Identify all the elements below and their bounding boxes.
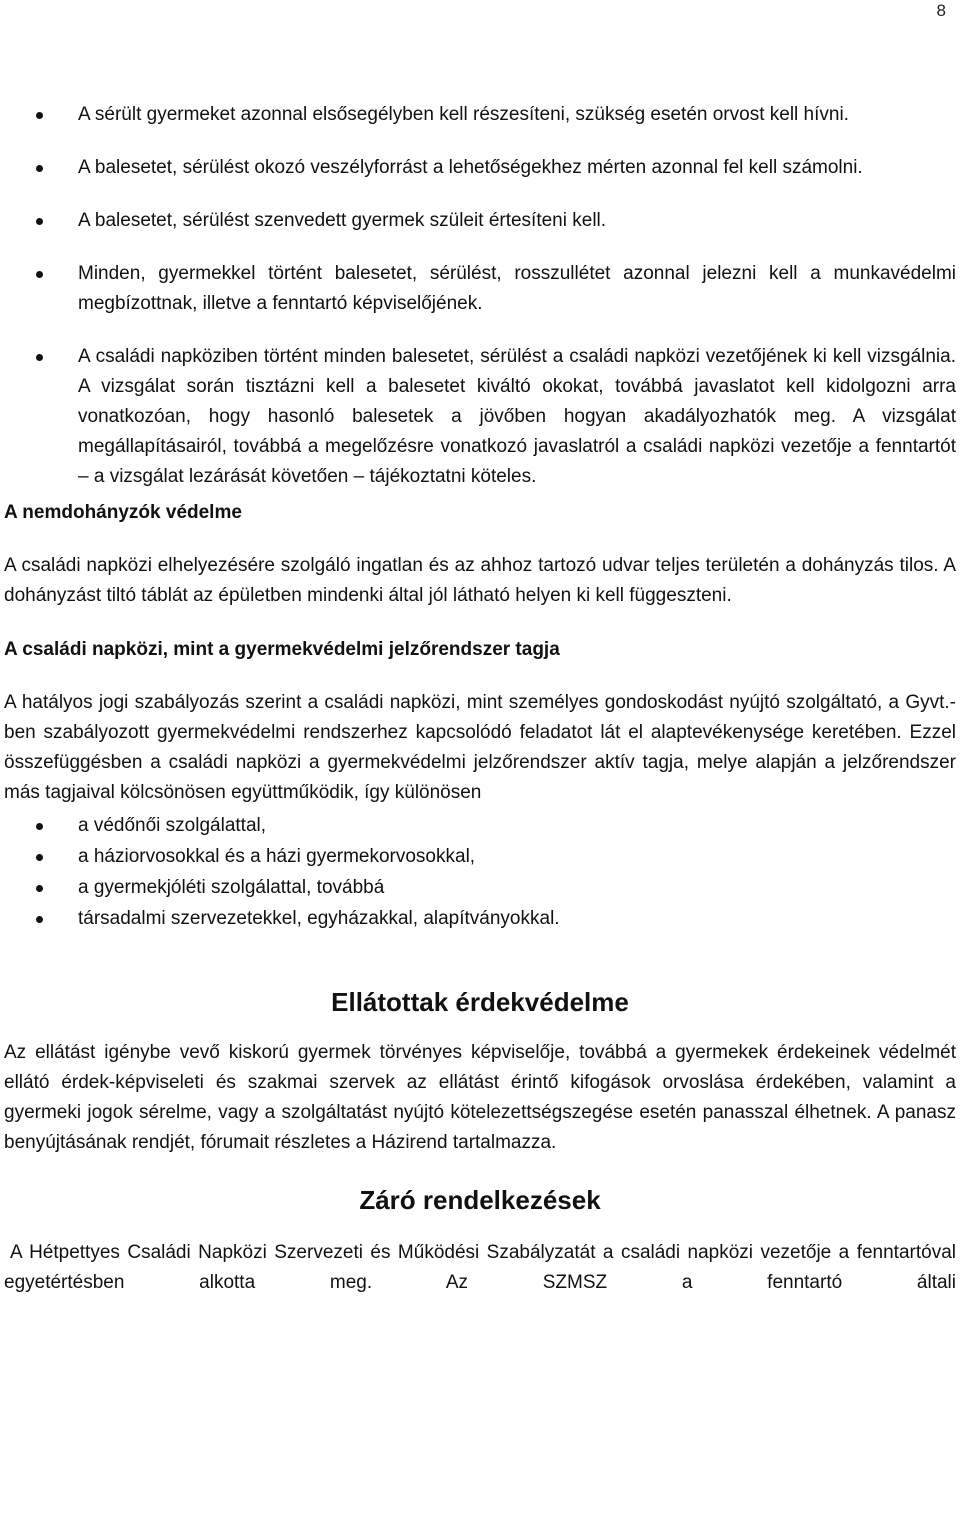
list-item: A sérült gyermeket azonnal elsősegélyben kell részesíteni, szükség esetén orvost kell hívni. [4,100,956,130]
safety-rules-list [4,100,956,492]
nonsmoking-paragraph: A családi napközi elhelyezésére szolgáló ingatlan és az ahhoz tartozó udvar teljes területén a dohányzás tilos. A dohányzást tiltó táblát az épületben mindenki által jól látható helyen ki kell függeszteni. [4,555,956,606]
list-item: a védőnői szolgálattal, [4,811,956,841]
list-item: a háziorvosokkal és a házi gyermekorvosokkal, [4,842,956,872]
signal-system-paragraph: A hatályos jogi szabályozás szerint a családi napközi, mint személyes gondoskodást nyújtó szolgáltató, a Gyvt.-ben szabályozott gyermekvédelmi rendszerhez kapcsolódó feladatot lát el alaptevékenysége keretében. Ezzel összefüggésben a családi napközi a gyermekvédelmi jelzőrendszer aktív tagja, melye alapján a jelzőrendszer más tagjaival kölcsönösen együttműködik, így különösen [4,692,956,803]
section-heading-rights: Ellátottak érdekvédelme [331,987,629,1017]
list-item: A családi napköziben történt minden balesetet, sérülést a családi napközi vezetőjének ki kell vizsgálnia. A vizsgálat során tisztázni kell a balesetet kiváltó okokat, továbbá javaslatot kell kidolgozni arra vonatkozóan, hogy hasonló balesetek a jövőben hogyan akadályozhatók meg. A vizsgálat megállapításairól, továbbá a megelőzésre vonatkozó javaslatról a családi napközi vezetője a fenntartót – a vizsgálat lezárását követően – tájékoztatni köteles. [4,342,956,492]
closing-paragraph: A Hétpettyes Családi Napközi Szervezeti és Működési Szabályzatát a családi napközi vezetője a fenntartóval egyetértésben alkotta meg. Az SZMSZ a fenntartó általi [4,1242,956,1293]
section-heading-signal-system: A családi napközi, mint a gyermekvédelmi jelzőrendszer tagja [4,639,560,660]
section-heading-nonsmoking: A nemdohányzók védelme [4,502,242,523]
list-item: társadalmi szervezetekkel, egyházakkal, alapítványokkal. [4,904,956,934]
section-heading-closing: Záró rendelkezések [359,1185,601,1215]
list-item: A balesetet, sérülést okozó veszélyforrást a lehetőségekhez mérten azonnal fel kell számolni. [4,153,956,183]
list-item: A balesetet, sérülést szenvedett gyermek szüleit értesíteni kell. [4,206,956,236]
rights-paragraph: Az ellátást igénybe vevő kiskorú gyermek törvényes képviselője, továbbá a gyermekek érdekeinek védelmét ellátó érdek-képviseleti és szakmai szervek az ellátást érintő kifogások orvoslása érdekében, valamint a gyermeki jogok sérelme, vagy a szolgáltatást nyújtó kötelezettségszegése esetén panasszal élhetnek. A panasz benyújtásának rendjét, fórumait részletes a Házirend tartalmazza. [4,1042,956,1153]
list-item: Minden, gyermekkel történt balesetet, sérülést, rosszullétet azonnal jelezni kell a munkavédelmi megbízottnak, illetve a fenntartó képviselőjének. [4,259,956,319]
page-number: 8 [936,1,946,20]
partner-list [4,811,956,934]
document-body [4,100,956,1298]
list-item: a gyermekjóléti szolgálattal, továbbá [4,873,956,903]
